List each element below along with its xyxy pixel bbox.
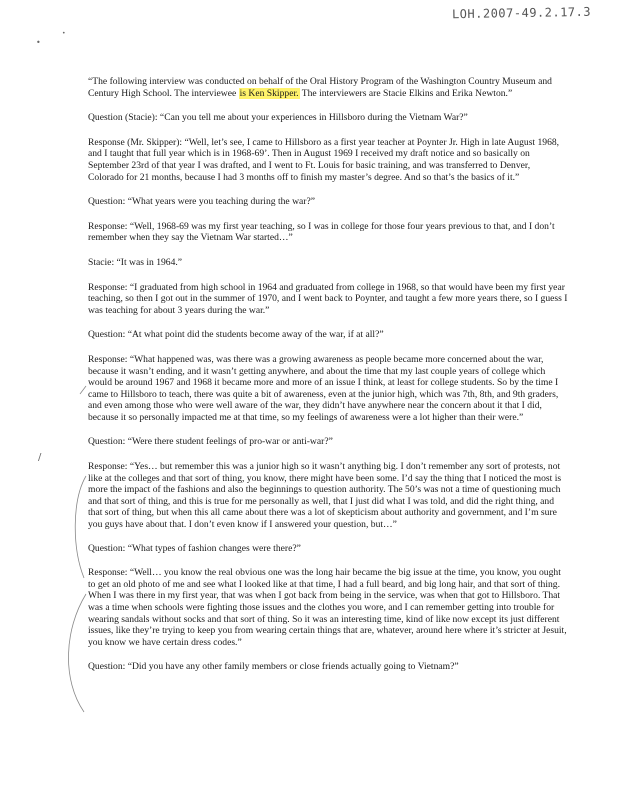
transcript-paragraph: Response: “I graduated from high school in 1964 and graduated from college in 1968, so that would have been my first year teaching, so then I got out in the summer of 1970, and I went back to Poynter, and taught a few more years there, so I guess I was teaching for about 3 years during the war.” — [88, 281, 568, 316]
transcript-paragraph: Response (Mr. Skipper): “Well, let’s see, I came to Hillsboro as a first year teacher at Poynter Jr. High in late August 1968, and I taught that full year which is in 1968-69’. Then in August 1969 I received my draft notice and so basically on September 23rd of that year I was drafted, and I went to Ft. Louis for basic training, and was transferred to Denver, Colorado for 21 months, because I had 3 months off to finish my master’s degree. And so that’s the basics of it.” — [88, 136, 560, 183]
transcript-paragraph: Question: “Did you have any other family members or close friends actually going to Vietnam?” — [88, 661, 459, 673]
highlighted-interviewee: is Ken Skipper. — [239, 87, 299, 99]
intro-paragraph — [88, 76, 568, 99]
margin-mark: • — [62, 30, 66, 37]
margin-tick-mark — [80, 386, 86, 394]
intro-text-end: The interviewers are Stacie Elkins and Erika Newton.” — [299, 87, 513, 99]
transcript-paragraph: Response: “Yes… but remember this was a junior high so it wasn’t anything big. I don’t remember any sort of protests, not like at the colleges and that sort of thing, you know, there might have been some. I’d say the thing that I noticed the most is more the impact of the fashions and also the beginnings to question authority. The 50’s was not a time of questioning much and that sort of thing, and this is true for me personally as well, that I just did what I was told, and did the right thing, and that sort of thing, but when this all came about there was a lot of skepticism about authority and government, and I’m sure you guys have about that. I don’t even know if I answered your question, but…” — [88, 461, 562, 531]
transcript-paragraph: Question: “At what point did the students become away of the war, if at all?” — [88, 329, 384, 341]
margin-mark: • — [36, 38, 41, 47]
margin-mark: / — [38, 452, 42, 463]
transcript-paragraph: Question: “What years were you teaching during the war?” — [88, 196, 315, 208]
transcript-paragraph: Question: “What types of fashion changes were there?” — [88, 542, 301, 554]
transcript-paragraph: Response: “What happened was, was there was a growing awareness as people became more concerned about the war, because it wasn’t ending, and it wasn’t getting anywhere, and about the time that my last couple years of college which would be around 1967 and 1968 it became more and more of an issue I think, at least for college students. So by the time I came to Hillsboro to teach, there was quite a bit of awareness, even at the junior high, which was 7th, 8th, and 9th graders, and even among those who were well aware of the war, they didn’t have anywhere near the concern about it that I did, because it so personally impacted me at that time, so my feelings of awareness were a lot higher than their were.” — [88, 353, 559, 423]
transcript-paragraph: Question (Stacie): “Can you tell me about your experiences in Hillsboro during the Vietnam War?” — [88, 112, 468, 124]
interview-transcript — [88, 76, 568, 673]
margin-bracket-mark — [75, 476, 86, 578]
transcript-paragraph: Stacie: “It was in 1964.” — [88, 256, 183, 268]
transcript-paragraph: Response: “Well, 1968-69 was my first year teaching, so I was in college for those four years previous to that, and I don’t remember when they say the Vietnam War started…” — [88, 220, 555, 244]
accession-number: LOH.2007-49.2.17.3 — [451, 4, 592, 22]
intro-text-start: “The following interview was conducted on behalf of the Oral History Program of the Washington Country Museum and Century High School. The interviewee — [88, 76, 552, 99]
margin-bracket-mark — [68, 594, 86, 712]
transcript-paragraph: Question: “Were there student feelings of pro-war or anti-war?” — [88, 436, 333, 448]
transcript-paragraph: Response: “Well… you know the real obvious one was the long hair became the big issue at the time, you know, you ought to get an old photo of me and see what I looked like at that time, I had a full beard, and big long hair, and that sort of thing. When I was there in my first year, that was when I got back from being in the service, was when that got to Hillsboro. That was a time when schools were fighting those issues and the clothes you wore, and I can remember getting into trouble for wearing sandals without socks and that sort of thing. So it was an interesting time, kind of like now except its just different issues, like they’re trying to keep you from wearing certain things that are, whatever, around here where it’s stricter at Jesuit, you know we have certain dress codes.” — [88, 567, 567, 648]
